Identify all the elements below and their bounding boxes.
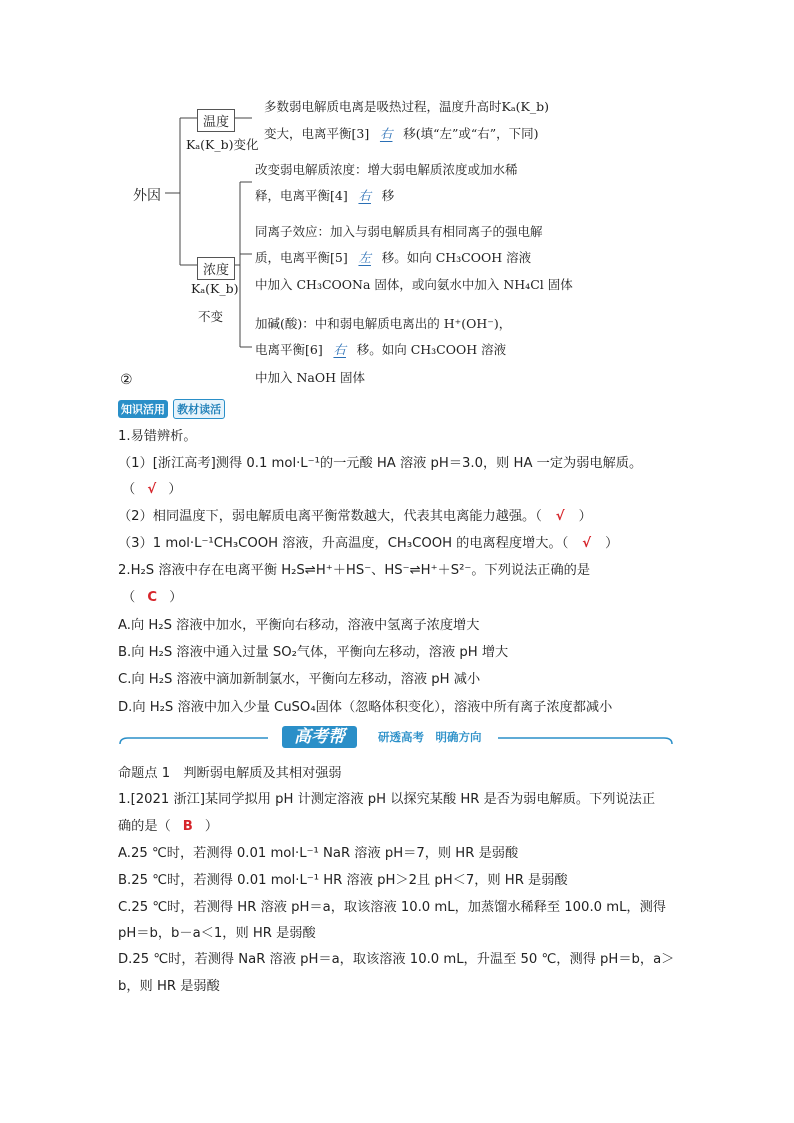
temp-text-2a: 变大，电离平衡[3] bbox=[264, 126, 370, 141]
topic-title: 命题点 1 判断弱电解质及其相对强弱 bbox=[118, 766, 342, 781]
temp-answer: 右 bbox=[379, 126, 393, 141]
temperature-box: 温度 bbox=[197, 109, 235, 132]
c1-line2b: 移 bbox=[381, 188, 395, 203]
c2-answer: 左 bbox=[358, 250, 371, 265]
temperature-k-label: Kₐ(K_b)变化 bbox=[186, 137, 259, 152]
s2-q1-stem-2-text: 确的是（ bbox=[118, 819, 171, 834]
s2-option-d-1: D.25 ℃时，若测得 NaR 溶液 pH＝a，取该溶液 10.0 mL，升温至 50 ℃，测得 pH＝b，a＞ bbox=[118, 952, 675, 967]
q1-item-1: （1）[浙江高考]测得 0.1 mol·L⁻¹的一元酸 HA 溶液 pH＝3.0，则 HA 一定为弱电解质。 bbox=[118, 456, 643, 471]
tag-textbook-reading: 教材读活 bbox=[173, 399, 225, 419]
s2-option-c-1: C.25 ℃时，若测得 HR 溶液 pH＝a，取该溶液 10.0 mL，加蒸馏水稀释至 100.0 mL，测得 bbox=[118, 900, 666, 915]
q2-option-b: B.向 H₂S 溶液中通入过量 SO₂气体，平衡向左移动，溶液 pH 增大 bbox=[118, 645, 509, 660]
s2-q1-stem-2: 确的是（ B ） bbox=[118, 819, 218, 834]
s2-option-a: A.25 ℃时，若测得 0.01 mol·L⁻¹ NaR 溶液 pH＝7，则 HR 是弱酸 bbox=[118, 846, 519, 861]
c1-answer: 右 bbox=[358, 188, 371, 203]
c1-line1: 改变弱电解质浓度：增大弱电解质浓度或加水稀 bbox=[255, 162, 518, 177]
concentration-box: 浓度 bbox=[197, 257, 235, 280]
c1-line2a: 释，电离平衡[4] bbox=[255, 188, 348, 203]
c3-line2 bbox=[255, 340, 506, 358]
section-tags bbox=[118, 398, 225, 419]
q1-item-2-text: （2）相同温度下，弱电解质电离平衡常数越大，代表其电离能力越强。（ bbox=[118, 509, 542, 524]
c3-line1: 加碱(酸)：中和弱电解质电离出的 H⁺(OH⁻)， bbox=[255, 316, 512, 331]
concentration-k-label-2: 不变 bbox=[198, 309, 224, 324]
banner-slogan: 研透高考 明确方向 bbox=[378, 730, 482, 744]
concentration-k-label: Kₐ(K_b) bbox=[191, 281, 239, 296]
q2-answer-line: （ C ） bbox=[122, 590, 183, 605]
q2-option-d: D.向 H₂S 溶液中加入少量 CuSO₄固体（忽略体积变化），溶液中所有离子浓度都减小 bbox=[118, 700, 613, 715]
circle-number: ② bbox=[120, 372, 133, 388]
c3-line3: 中加入 NaOH 固体 bbox=[255, 370, 365, 385]
temp-text-2b: 移(填“左”或“右”，下同) bbox=[403, 126, 539, 141]
q2-option-c: C.向 H₂S 溶液中滴加新制氯水，平衡向左移动，溶液 pH 减小 bbox=[118, 672, 481, 687]
tag-knowledge-use: 知识活用 bbox=[118, 400, 168, 418]
s2-option-d-2: b，则 HR 是弱酸 bbox=[118, 979, 220, 994]
c3-line2a: 电离平衡[6] bbox=[255, 342, 323, 357]
q1-item-3: （3）1 mol·L⁻¹CH₃COOH 溶液，升高温度，CH₃COOH 的电离程度增大。（ √ ） bbox=[118, 536, 619, 551]
temp-text-1: 多数弱电解质电离是吸热过程，温度升高时Kₐ(K_b) bbox=[264, 99, 550, 114]
s2-option-c-2: pH＝b，b－a＜1，则 HR 是弱酸 bbox=[118, 926, 316, 941]
c3-answer: 右 bbox=[333, 342, 346, 357]
q1-title: 1.易错辨析。 bbox=[118, 429, 197, 444]
q1-item-2: （2）相同温度下，弱电解质电离平衡常数越大，代表其电离能力越强。（ √ ） bbox=[118, 509, 592, 524]
q1-item-3-answer: √ bbox=[582, 536, 592, 551]
s2-q1-answer: B bbox=[182, 819, 193, 834]
c3-line2b: 移。如向 CH₃COOH 溶液 bbox=[356, 342, 507, 357]
banner-brand: 高考帮 bbox=[282, 726, 357, 748]
q2-answer: C bbox=[147, 590, 158, 605]
q2-option-a: A.向 H₂S 溶液中加水，平衡向右移动，溶液中氢离子浓度增大 bbox=[118, 618, 480, 633]
q1-item-1-answer-line: （ √ ） bbox=[122, 482, 182, 497]
c2-line3: 中加入 CH₃COONa 固体，或向氨水中加入 NH₄Cl 固体 bbox=[255, 277, 573, 292]
c2-line1: 同离子效应：加入与弱电解质具有相同离子的强电解 bbox=[255, 224, 543, 239]
c2-line2a: 质，电离平衡[5] bbox=[255, 250, 348, 265]
q2-stem: 2.H₂S 溶液中存在电离平衡 H₂S⇌H⁺＋HS⁻、HS⁻⇌H⁺＋S²⁻。下列说法正确的是 bbox=[118, 563, 591, 578]
q1-item-2-answer: √ bbox=[555, 509, 565, 524]
temp-text-2 bbox=[264, 124, 539, 142]
s2-q1-stem-1: 1.[2021 浙江]某同学拟用 pH 计测定溶液 pH 以探究某酸 HR 是否为弱电解质。下列说法正 bbox=[118, 792, 656, 807]
c1-line2 bbox=[255, 186, 394, 204]
q1-item-1-answer: √ bbox=[147, 482, 157, 497]
root-label: 外因 bbox=[133, 188, 161, 204]
s2-option-b: B.25 ℃时，若测得 0.01 mol·L⁻¹ HR 溶液 pH＞2且 pH＜7，则 HR 是弱酸 bbox=[118, 873, 568, 888]
q1-item-3-text: （3）1 mol·L⁻¹CH₃COOH 溶液，升高温度，CH₃COOH 的电离程度增大。（ bbox=[118, 536, 569, 551]
c2-line2 bbox=[255, 248, 531, 266]
c2-line2b: 移。如向 CH₃COOH 溶液 bbox=[381, 250, 532, 265]
